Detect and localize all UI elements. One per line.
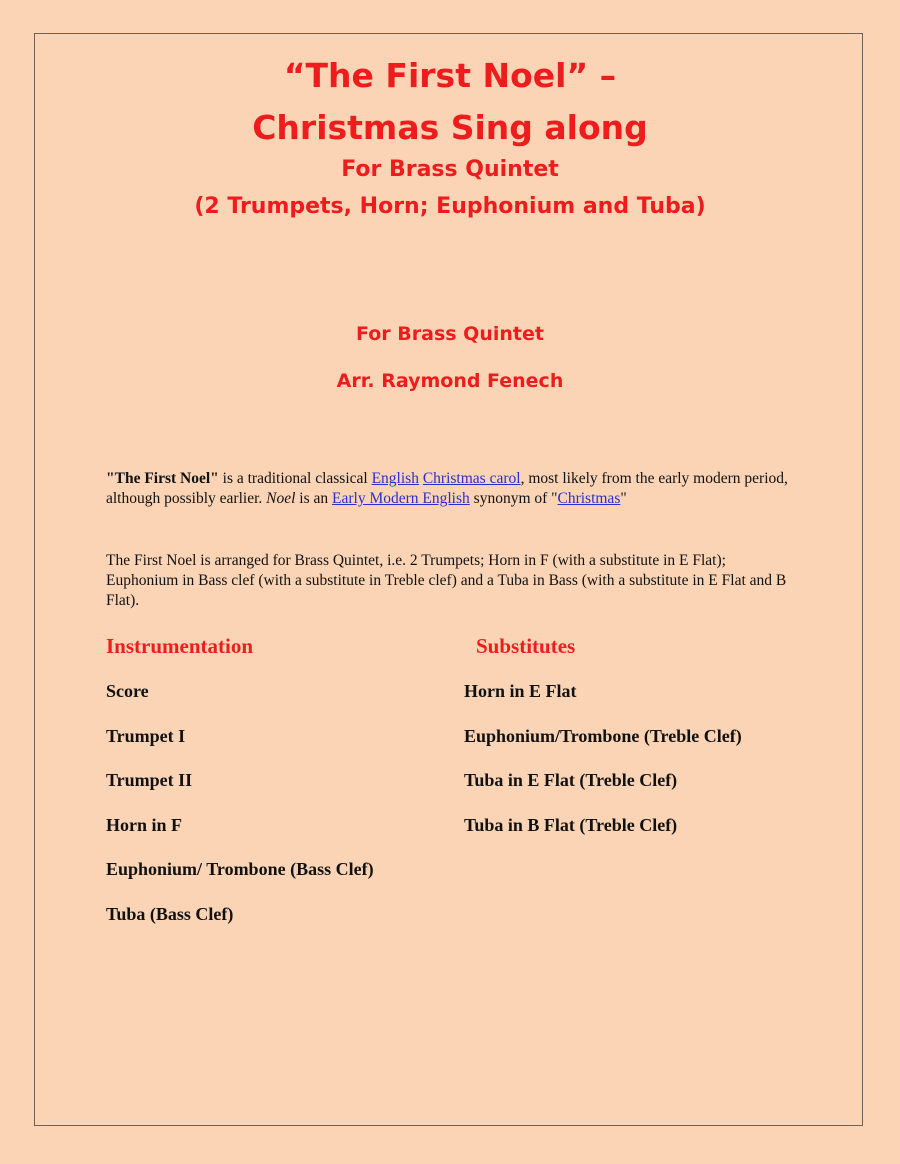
list-item: Tuba in B Flat (Treble Clef) [464, 814, 678, 835]
link-christmas-carol[interactable]: Christmas carol [422, 470, 521, 487]
link-christmas[interactable]: Christmas [557, 490, 621, 507]
list-item: Euphonium/ Trombone (Bass Clef) [106, 859, 374, 879]
instrumentation-heading: Instrumentation [106, 634, 254, 658]
arrangement-paragraph: The First Noel is arranged for Brass Quintet, i.e. 2 Trumpets; Horn in F (with a substitute in E Flat); Euphonium in Bass clef (with a substitute in Treble clef) and a Tuba in Bass (with a substitute in E Flat and B Flat). [106, 552, 787, 609]
song-title-bold: "The First Noel" [106, 470, 219, 487]
list-item: Horn in F [106, 814, 183, 835]
intro-paragraph [106, 469, 796, 509]
intro-text-3: , most likely from the early modern period, although possibly earlier. [106, 470, 788, 507]
substitutes-heading: Substitutes [476, 634, 576, 658]
substitutes-list [464, 679, 742, 857]
intro-text-4: is an [295, 490, 333, 507]
list-item: Tuba in E Flat (Treble Clef) [464, 770, 678, 790]
list-item: Euphonium/Trombone (Treble Clef) [464, 725, 742, 746]
link-early-modern-english[interactable]: Early Modern English [332, 490, 470, 507]
intro-text-5: synonym of " [469, 490, 558, 507]
noel-italic: Noel [266, 490, 296, 507]
list-item: Trumpet I [106, 725, 186, 746]
instrumentation-list [106, 679, 374, 946]
link-english[interactable]: English [371, 470, 419, 487]
list-item: Trumpet II [106, 770, 193, 790]
list-item: Score [106, 681, 149, 701]
subtitle-line-1: For Brass Quintet [341, 157, 559, 182]
intro-text-1: is a traditional classical [218, 470, 372, 487]
list-item: Horn in E Flat [464, 681, 577, 701]
list-item: Tuba (Bass Clef) [106, 903, 234, 924]
arranger-label: Arr. Raymond Fenech [336, 370, 564, 392]
title-line-1: “The First Noel” – [283, 56, 617, 95]
ensemble-label: For Brass Quintet [356, 323, 544, 345]
intro-text-6: " [620, 490, 627, 507]
title-line-2: Christmas Sing along [252, 108, 648, 147]
subtitle-line-2: (2 Trumpets, Horn; Euphonium and Tuba) [194, 194, 706, 219]
